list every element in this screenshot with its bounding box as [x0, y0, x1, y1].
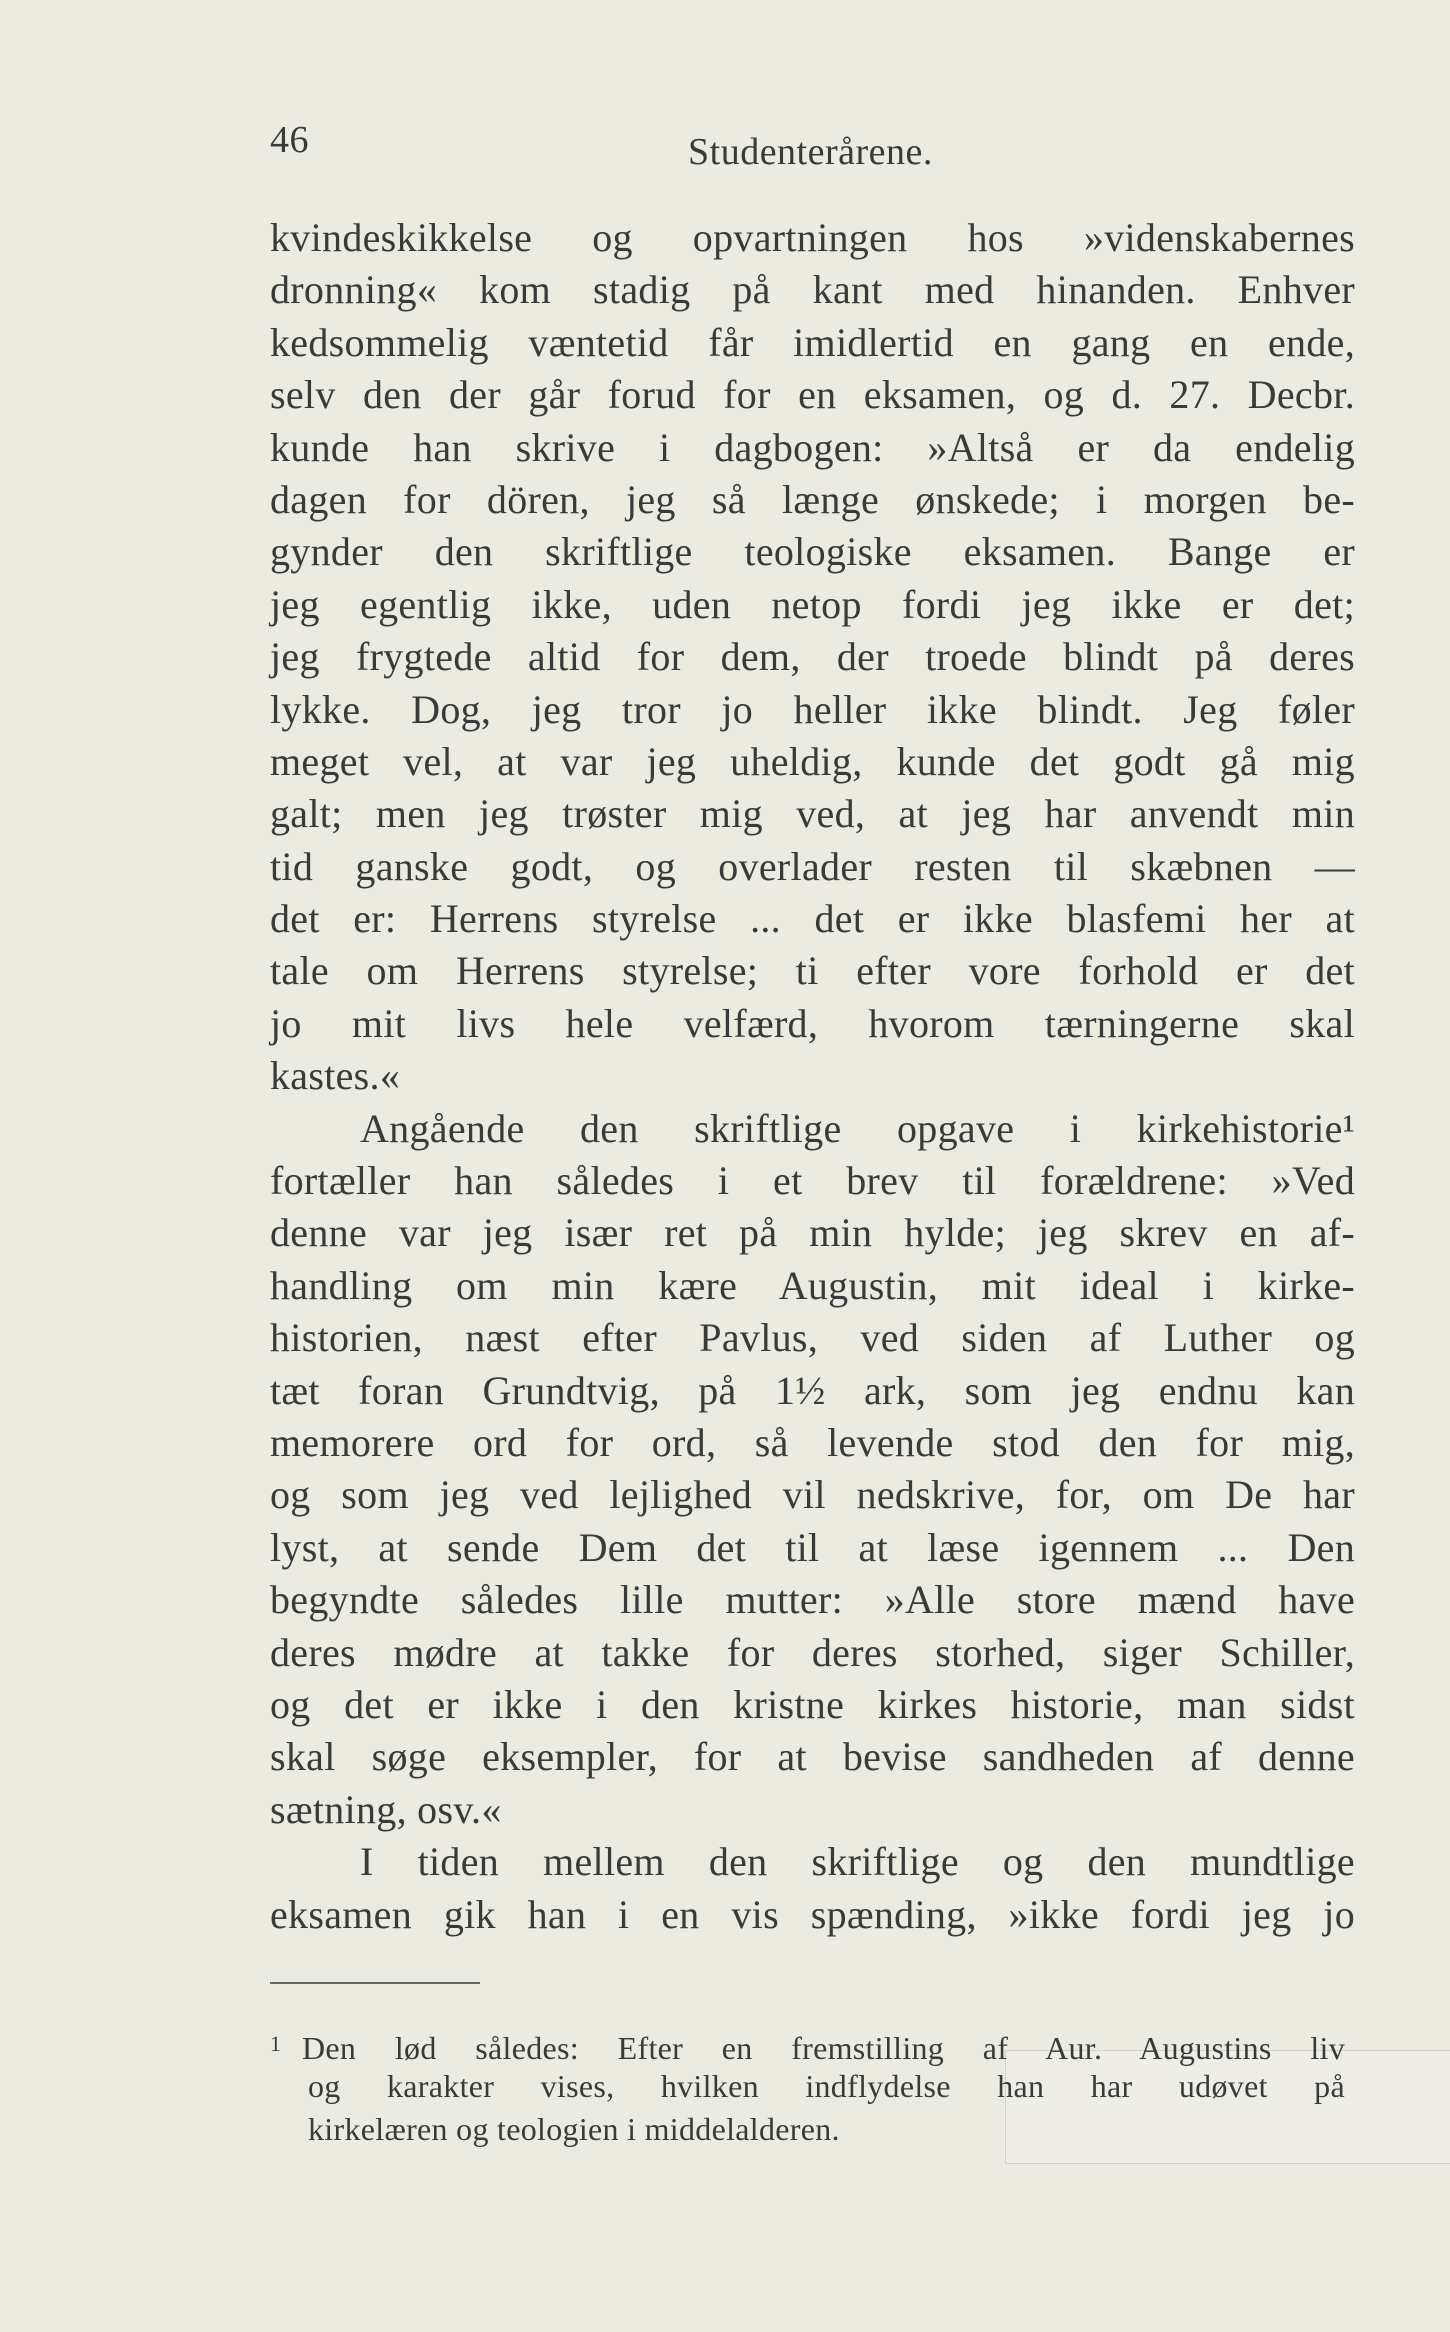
text-line: og som jeg ved lejlighed vil nedskrive, for, om De har: [270, 1472, 1355, 1518]
footnote: [270, 2022, 1345, 2151]
footnote-line: og karakter vises, hvilken indflydelse han har udøvet på: [308, 2068, 1345, 2104]
text-line: det er: Herrens styrelse ... det er ikke blasfemi her at: [270, 896, 1355, 942]
text-line: I tiden mellem den skriftlige og den mundtlige: [360, 1839, 1355, 1885]
text-line: handling om min kære Augustin, mit ideal i kirke-: [270, 1262, 1355, 1308]
page-number: 46: [270, 119, 309, 161]
text-line: memorere ord for ord, så levende stod den for mig,: [270, 1419, 1355, 1465]
text-line: denne var jeg især ret på min hylde; jeg skrev en af-: [270, 1210, 1355, 1256]
text-line: galt; men jeg trøster mig ved, at jeg har anvendt min: [270, 791, 1355, 837]
text-line: tid ganske godt, og overlader resten til skæbnen —: [270, 843, 1355, 889]
text-line: sætning, osv.«: [270, 1786, 502, 1832]
text-line: fortæller han således i et brev til forældrene: »Ved: [270, 1158, 1355, 1204]
footnote-divider: [270, 1982, 480, 1984]
text-line: tæt foran Grundtvig, på 1½ ark, som jeg endnu kan: [270, 1367, 1355, 1413]
body-text: [270, 212, 1355, 1941]
text-line: dronning« kom stadig på kant med hinanden. Enhver: [270, 267, 1355, 313]
footnote-line: kirkelæren og teologien i middelalderen.: [308, 2111, 840, 2147]
text-line: deres mødre at takke for deres storhed, siger Schiller,: [270, 1629, 1355, 1675]
footnote-line: [270, 2022, 1345, 2065]
footnote-text: Den lød således: Efter en fremstilling af Aur. Augustins liv: [302, 2030, 1345, 2066]
text-line: gynder den skriftlige teologiske eksamen. Bange er: [270, 529, 1355, 575]
running-head: [270, 118, 1360, 173]
text-line: selv den der går forud for en eksamen, og d. 27. Decbr.: [270, 372, 1355, 418]
text-line: kunde han skrive i dagbogen: »Altså er da endelig: [270, 424, 1355, 470]
text-line: meget vel, at var jeg uheldig, kunde det godt gå mig: [270, 738, 1355, 784]
text-line: og det er ikke i den kristne kirkes historie, man sidst: [270, 1681, 1355, 1727]
text-line: lykke. Dog, jeg tror jo heller ikke blindt. Jeg føler: [270, 686, 1355, 732]
text-line: kedsommelig væntetid får imidlertid en gang en ende,: [270, 319, 1355, 365]
text-line: jeg egentlig ikke, uden netop fordi jeg ikke er det;: [270, 581, 1355, 627]
text-line: kastes.«: [270, 1053, 401, 1099]
text-line: dagen for dören, jeg så længe ønskede; i morgen be-: [270, 476, 1355, 522]
text-line: eksamen gik han i en vis spænding, »ikke fordi jeg jo: [270, 1891, 1355, 1937]
text-line: lyst, at sende Dem det til at læse igennem ... Den: [270, 1524, 1355, 1570]
text-line: jeg frygtede altid for dem, der troede blindt på deres: [270, 634, 1355, 680]
running-title: Studenterårene.: [688, 131, 933, 173]
text-line: Angående den skriftlige opgave i kirkehistorie¹: [360, 1105, 1355, 1151]
footnote-marker: 1: [270, 2031, 282, 2056]
text-line: begyndte således lille mutter: »Alle store mænd have: [270, 1577, 1355, 1623]
text-line: historien, næst efter Pavlus, ved siden af Luther og: [270, 1315, 1355, 1361]
text-line: skal søge eksempler, for at bevise sandheden af denne: [270, 1734, 1355, 1780]
text-line: kvindeskikkelse og opvartningen hos »videnskabernes: [270, 215, 1355, 260]
text-line: jo mit livs hele velfærd, hvorom tærningerne skal: [270, 1000, 1355, 1046]
text-line: tale om Herrens styrelse; ti efter vore forhold er det: [270, 948, 1355, 994]
